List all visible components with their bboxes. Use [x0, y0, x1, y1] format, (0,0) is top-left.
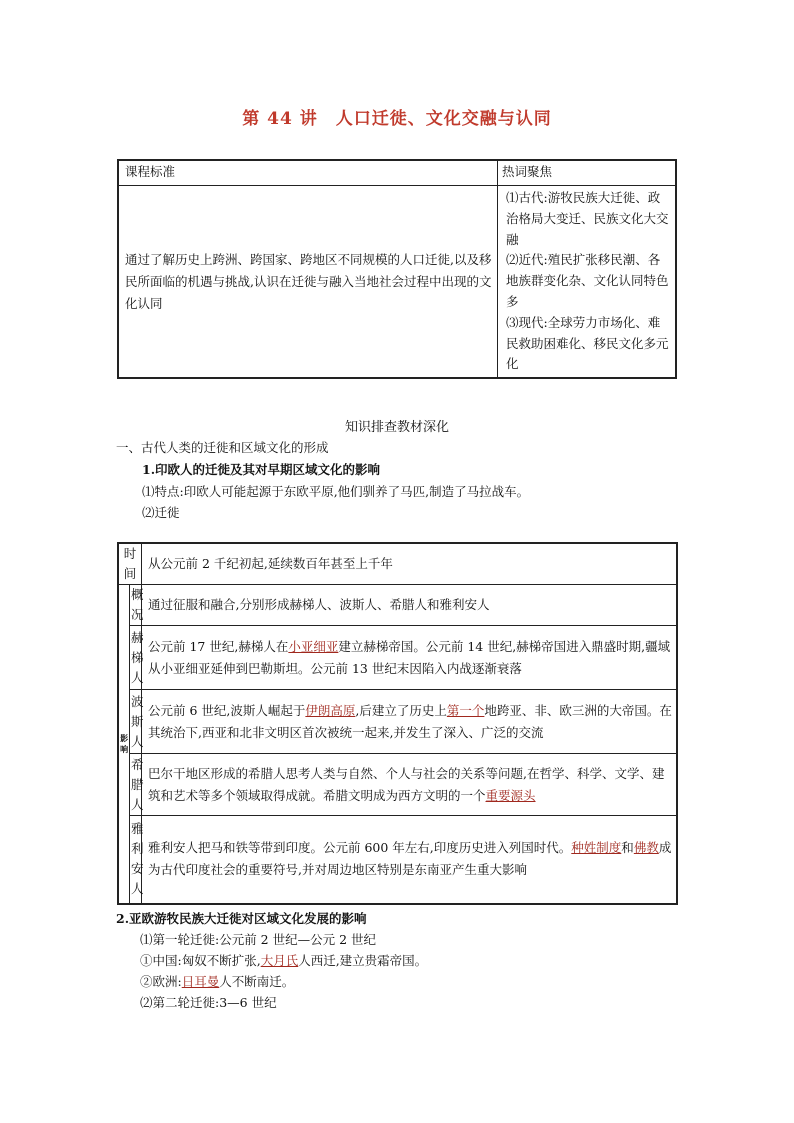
text-part: 和 — [621, 840, 634, 856]
keyword-yuezhi: 大月氏 — [260, 953, 299, 968]
part1-heading: 一、古代人类的迁徙和区域文化的形成 — [116, 440, 329, 455]
impact-label: 影响 — [118, 585, 130, 904]
europe-line — [140, 972, 294, 990]
feature-text: ⑴特点:印欧人可能起源于东欧平原,他们驯养了马匹,制造了马拉战车。 — [142, 484, 530, 499]
aryans-text — [142, 816, 678, 904]
row-label-aryans — [130, 816, 142, 904]
wave1-text: ⑴第一轮迁徙:公元前 2 世纪—公元 2 世纪 — [140, 932, 377, 947]
text-part: 巴尔干地区形成的希腊人思考人类与自然、个人与社会的关系等问题,在哲学、科学、文学、建筑和艺术等多个领域取得成就。希腊文明成为西方文明的一个 — [148, 765, 665, 803]
label-text: 希腊人 — [130, 756, 144, 812]
hot-word-ancient: ⑴古代:游牧民族大迁徙、政治格局大变迁、民族文化大交融 — [506, 190, 669, 247]
greeks-text — [142, 754, 678, 816]
overview-part: 通过征服和融合,分别形成赫梯人、波斯人、希腊人和雅利安人 — [148, 597, 490, 612]
standard-text: 通过了解历史上跨洲、跨国家、跨地区不同规模的人口迁徙,以及移民所面临的机遇与挑战,认识在迁徙与融入当地社会过程中出现的文化认同 — [118, 186, 498, 379]
text-part: 公元前 6 世纪,波斯人崛起于 — [148, 702, 306, 718]
row-label-hittites — [130, 626, 142, 690]
section-heading: 知识排查教材深化 — [344, 420, 449, 435]
time-value: 从公元前 2 千纪初起,延续数百年甚至上千年 — [142, 543, 678, 585]
hot-words-cell — [498, 186, 677, 379]
text-part: 雅利安人把马和铁等带到印度。公元前 600 年左右,印度历史进入列国时代。 — [148, 840, 572, 856]
persians-text — [142, 690, 678, 754]
china-line — [140, 951, 427, 969]
hittites-text — [142, 626, 678, 690]
sub2-heading: 2.亚欧游牧民族大迁徙对区域文化发展的影响 — [116, 911, 367, 926]
overview-text — [142, 585, 678, 626]
keyword-caste-system: 种姓制度 — [571, 840, 622, 856]
keyword-germanic: 日耳曼 — [181, 974, 220, 989]
label-text: 波斯人 — [130, 693, 144, 749]
hot-word-contemporary: ⑶现代:全球劳力市场化、难民救助困难化、移民文化多元化 — [506, 314, 669, 372]
time-label: 时间 — [118, 543, 142, 585]
text-part: 人西迁,建立贵霜帝国。 — [298, 953, 428, 968]
text-part: 地跨亚、非、欧三洲的大帝国。在其统治下,西亚和北非文明区首次被统一起来,并发生了深入、广泛的交流 — [148, 702, 672, 740]
text-part: 公元前 17 世纪,赫梯人在 — [148, 638, 289, 654]
text-part: ,后建立了历史上 — [355, 702, 447, 718]
migration-table — [117, 542, 678, 905]
text-part: 成为古代印度社会的重要符号,并对周边地区特别是东南亚产生重大影响 — [148, 840, 672, 878]
keyword-important-source: 重要源头 — [485, 787, 536, 803]
label-text: 赫梯人 — [130, 629, 144, 685]
text-part: ①中国:匈奴不断扩张, — [140, 953, 261, 968]
row-label-greeks — [130, 754, 142, 816]
curriculum-table — [117, 159, 677, 379]
row-label-overview — [130, 585, 142, 626]
text-part: 建立赫梯帝国。公元前 14 世纪,赫梯帝国进入鼎盛时期,疆域从小亚细亚延伸到巴勒斯坦。公元前 13 世纪末因陷入内战逐渐衰落 — [148, 638, 671, 676]
row-label-persians — [130, 690, 142, 754]
label-text: 概况 — [130, 587, 144, 622]
sub1-heading: 1.印欧人的迁徙及其对早期区域文化的影响 — [142, 462, 381, 477]
page-title: 第 44 讲 人口迁徙、文化交融与认同 — [242, 109, 552, 129]
keyword-asia-minor: 小亚细亚 — [288, 638, 339, 654]
text-part: ②欧洲: — [140, 974, 182, 989]
header-standard: 课程标准 — [118, 160, 498, 186]
hot-word-modern: ⑵近代:殖民扩张移民潮、各地族群变化杂、文化认同特色多 — [506, 252, 669, 309]
keyword-first: 第一个 — [446, 702, 485, 718]
keyword-iranian-plateau: 伊朗高原 — [305, 702, 356, 718]
keyword-buddhism: 佛教 — [633, 840, 659, 856]
header-hot-words: 热词聚焦 — [498, 160, 677, 186]
text-part: 人不断南迁。 — [219, 974, 295, 989]
migration-label: ⑵迁徙 — [142, 505, 180, 520]
label-text: 雅利安人 — [130, 821, 144, 897]
wave2-text: ⑵第二轮迁徙:3—6 世纪 — [140, 995, 277, 1010]
